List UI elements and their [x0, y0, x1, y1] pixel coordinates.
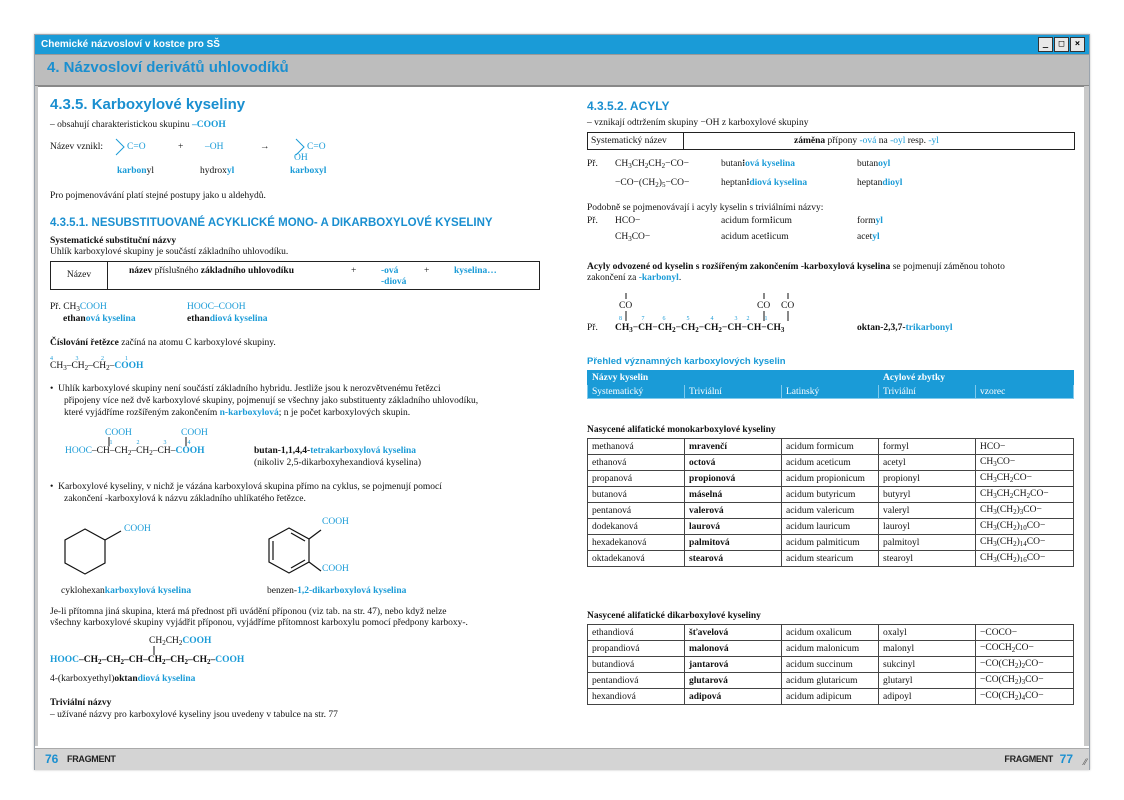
cell-sys: ethandiová: [588, 625, 685, 641]
acyl-r2-acid-b: diová kyselina: [749, 178, 808, 188]
bullet2-l1: Karboxylové kyseliny, v nichž je vázána karboxylová skupina přímo na cyklus, se pojmenují pomocí: [58, 482, 442, 492]
acyl-box-c: -ová: [859, 136, 877, 146]
oct-co-2: CO: [757, 301, 771, 311]
ex3-right: COOH: [175, 446, 205, 456]
origin-word-1a: karbon: [117, 166, 147, 176]
table-row: [588, 471, 1074, 487]
ov-c5: vzorec: [976, 385, 1074, 399]
acyl-r1-ch: CH: [615, 159, 629, 169]
di-table: [587, 624, 1074, 705]
box-ova: -ová: [381, 266, 399, 276]
acyl-t2-acid: acidum acet⁝icum: [721, 232, 789, 242]
ex4-top-ch: CH: [149, 636, 163, 646]
di-title: Nasycené alifatické dikarboxylové kyseliny: [587, 611, 761, 621]
cell-acyl: butyryl: [879, 487, 976, 503]
oct-name: [857, 322, 953, 334]
acyl-r2-acyl-a: heptan: [857, 178, 883, 188]
oct-pr: Př.: [587, 323, 598, 333]
cell-sys: pentanová: [588, 503, 685, 519]
brand-logo-left: FRAGMENT: [67, 754, 116, 764]
table-row: [588, 503, 1074, 519]
cell-triv: octová: [685, 455, 782, 471]
acyl-t2-acyl-a: acet: [857, 232, 873, 242]
acyl-t1-acyl-a: form: [857, 216, 876, 226]
ring2-cooh-1: COOH: [322, 517, 349, 527]
oct-numbers: 8 7 6 5 4 3 2 1: [619, 316, 768, 322]
ex4-top: $CH_2CH_2COOH$: [149, 636, 212, 647]
acyl-t2-ch: CH: [615, 232, 629, 242]
acyl-intro: – vznikají odtržením skupiny −OH z karboxylové skupiny: [587, 118, 809, 128]
acyl-r2-acid: heptan⁝diová kyselina: [721, 178, 808, 188]
cell-lat: acidum oxalicum: [782, 625, 879, 641]
cell-acyl: malonyl: [879, 641, 976, 657]
footer-bar: [35, 748, 1089, 770]
table-row: [588, 673, 1074, 689]
acyl-t2-acid-b: icum: [769, 232, 789, 242]
ext-line-2: [587, 272, 681, 284]
oct-name-a: oktan-2,3,7-: [857, 323, 906, 333]
acyl-r1-acyl-a: butan: [857, 159, 879, 169]
origin-plus: +: [178, 142, 184, 152]
cell-lat: acidum adipicum: [782, 689, 879, 705]
cell-sys: propandiová: [588, 641, 685, 657]
cell-formula: $-CO(CH_2)_2CO-$: [976, 657, 1074, 673]
acyl-t1-acyl-b: yl: [875, 216, 883, 226]
acyl-t2-acyl: [857, 231, 880, 243]
acyl-box-a: záměna: [794, 136, 826, 146]
acyl-box-rule: [794, 135, 939, 147]
ex1-name-a: ethan: [63, 314, 86, 324]
page-number-right: 77: [1059, 752, 1073, 766]
section-heading: 4.3.5. Karboxylové kyseliny: [50, 96, 246, 113]
chain-formula: $CH_3-CH_2-CH_2$–COOH: [50, 361, 144, 372]
ring2-name-b: 1,2-dikarboxylová kyselina: [297, 586, 407, 596]
origin-label: Název vznikl:: [50, 142, 104, 152]
ex1-formula: Př. $CH_3COOH$: [50, 302, 107, 313]
acyl-heading: 4.3.5.2. ACYLY: [587, 99, 670, 113]
cell-triv: mravenčí: [685, 439, 782, 455]
cell-formula: $CH_3CO-$: [976, 455, 1074, 471]
acyl-r1-acyl-b: oyl: [878, 159, 891, 169]
origin-arrow: →: [260, 142, 270, 152]
ex3-mid3: –CH–: [152, 446, 176, 456]
overview-header-table: [587, 370, 1074, 399]
cell-formula: $-COCH_2CO-$: [976, 641, 1074, 657]
acyl-t2-formula: $CH_3CO-$: [615, 232, 651, 243]
trivial-text: – užívané názvy pro karboxylové kyseliny jsou uvedeny v tabulce na str. 77: [50, 710, 338, 720]
ex3-cooh-2: COOH: [181, 428, 208, 438]
mono-title: Nasycené alifatické monokarboxylové kyseliny: [587, 425, 776, 435]
acyl-t1-acid-a: acidum form: [721, 216, 770, 226]
acyl-box-label: Systematický název: [588, 133, 684, 149]
origin-oh: –OH: [205, 142, 224, 152]
ex-pr: Př.: [50, 302, 61, 312]
bullet1-l2: připojeny více než dvě karboxylové skupiny, pojmenují se všechny jako substituenty základního uhlovodíku,: [64, 396, 479, 406]
ring1-cooh: COOH: [124, 524, 151, 534]
ex4-formula: HOOC–$CH_2-CH_2-CH-CH_2-CH_2-CH_2$–COOH: [50, 655, 245, 666]
chapter-title: 4. Názvosloví derivátů uhlovodíků: [47, 59, 289, 76]
cell-triv: stearová: [685, 551, 782, 567]
acyl-t1-acid: acidum form⁝icum: [721, 216, 792, 226]
ex2-formula: HOOC–COOH: [187, 302, 246, 312]
oct-formula: $CH_3-CH-CH_2-CH_2-CH_2-CH-CH-CH_3$: [615, 323, 785, 334]
cell-acyl: oxalyl: [879, 625, 976, 641]
cell-acyl: acetyl: [879, 455, 976, 471]
acyl-t1-formula: HCO−: [615, 216, 641, 226]
ov-c1: Systematický: [588, 385, 685, 399]
box-plus-1: +: [351, 266, 357, 276]
ext-l2c: .: [678, 273, 682, 283]
acyl-r1-formula: $CH_3CH_2CH_2-CO-$: [615, 159, 690, 170]
ex1-name-b: ová kyselina: [85, 314, 136, 324]
acyl-r2-acid-a: heptan: [721, 178, 747, 188]
acyl-r1-acid-b: ová kyselina: [745, 159, 796, 169]
ov-c2: Triviální: [685, 385, 782, 399]
acyl-r2-acyl-b: dioyl: [882, 178, 903, 188]
cell-formula: $CH_3(CH_2)_{10}CO-$: [976, 519, 1074, 535]
cell-triv: jantarová: [685, 657, 782, 673]
origin-oh-2: OH: [294, 153, 308, 163]
ext-l2a: zakončení za: [587, 273, 639, 283]
cell-formula: HCO−: [976, 439, 1074, 455]
table-row: [588, 657, 1074, 673]
numbering-title: Číslování řetězce: [50, 338, 119, 348]
table-row: [588, 455, 1074, 471]
oct-ch: CH: [615, 323, 630, 333]
cell-sys: butanová: [588, 487, 685, 503]
app-window: [34, 34, 1090, 770]
cell-triv: adipová: [685, 689, 782, 705]
table-row: [588, 439, 1074, 455]
acyl-r1-acid-a: butan: [721, 159, 743, 169]
cell-acyl: formyl: [879, 439, 976, 455]
table-row: [588, 487, 1074, 503]
chain-cooh: COOH: [114, 361, 144, 371]
ext-l1: Acyly odvozené od kyselin s rozšířeným zakončením -karboxylová kyselina: [587, 262, 891, 272]
cell-acyl: lauroyl: [879, 519, 976, 535]
cell-lat: acidum formicum: [782, 439, 879, 455]
ring1-name-a: cyklohexan: [61, 586, 105, 596]
box-diova: -diová: [381, 277, 407, 287]
origin-word-3: karboxyl: [290, 166, 327, 176]
box-acid: kyselina…: [454, 266, 497, 276]
close-button[interactable]: ×: [1070, 37, 1085, 52]
origin-co: C=O: [127, 142, 146, 152]
acyl-trivial-intro: Podobně se pojmenovávají i acyly kyselin s triviálními názvy:: [587, 203, 824, 213]
cell-formula: $CH_3CH_2CH_2CO-$: [976, 487, 1074, 503]
bullet-1: • Uhlík karboxylové skupiny není součástí základního hybridu. Jestliže jsou k nerozvětvenému řetězci připojeny více než dvě karboxylové skupiny, pojmenují se všechny jako substituenty základního uhlovodíku, které vyjádříme rozšířeným zakončením n-karboxylová; n je počet karboxylových skupin.: [50, 384, 479, 418]
acyl-t1-acyl: [857, 215, 883, 227]
ex1-ch: CH: [63, 302, 77, 312]
acyl-trivial-pr: Př.: [587, 216, 598, 226]
ex3-name-b: tetrakarboxylová kyselina: [310, 446, 417, 456]
cell-acyl: sukcinyl: [879, 657, 976, 673]
acyl-r1-acid: butan⁝ová kyselina: [721, 159, 796, 169]
oct-co-3: CO: [781, 301, 795, 311]
origin-word-1b: yl: [146, 166, 154, 176]
box-base: základního uhlovodíku: [200, 266, 294, 276]
acyl-r2-acyl: [857, 177, 902, 189]
ex2-name-b: diová kyselina: [209, 314, 268, 324]
chain-a: CH: [50, 361, 64, 371]
acyl-box-g: -yl: [928, 136, 939, 146]
page-number-left: 76: [45, 752, 59, 766]
acyl-box-d: na: [876, 136, 891, 146]
overview-title: Přehled významných karboxylových kyselin: [587, 356, 786, 367]
chain-numbers: 4 3 2 1: [50, 356, 128, 362]
cell-triv: glutarová: [685, 673, 782, 689]
intro-group: –COOH: [191, 120, 226, 130]
acyl-ex-pr: Př.: [587, 159, 598, 169]
ex3-mid: –CH–CH: [91, 446, 128, 456]
oct-name-b: trikarbonyl: [905, 323, 953, 333]
cell-lat: acidum propionicum: [782, 471, 879, 487]
bullet-2: • Karboxylové kyseliny, v nichž je vázána karboxylová skupina přímo na cyklus, se pojmenují pomocí zakončení -karboxylová k názvu základního uhlíkatého řetězce.: [50, 482, 442, 504]
intro-text: – obsahují charakteristickou skupinu: [50, 120, 192, 130]
ring2-cooh-2: COOH: [322, 564, 349, 574]
ex4-left: HOOC: [50, 655, 80, 665]
ring1-name-b: karboxylová kyselina: [104, 586, 192, 596]
table-row: [588, 535, 1074, 551]
cell-formula: $CH_3(CH_2)_{14}CO-$: [976, 535, 1074, 551]
cell-triv: laurová: [685, 519, 782, 535]
ex4-top-cooh: COOH: [182, 636, 212, 646]
cell-formula: $CH_3(CH_2)_3CO-$: [976, 503, 1074, 519]
ex3-mid2: –CH: [131, 446, 150, 456]
bullet1-l3b: n-karboxylová: [219, 408, 279, 418]
acyl-t2-acyl-b: yl: [872, 232, 880, 242]
ex4-name-a: 4-(karboxyethyl): [50, 674, 115, 684]
prio-l2: všechny karboxylové skupiny vyjádřit příponou, vyjádříme přítomnost karboxylu pomocí předpony karboxy-.: [50, 618, 468, 628]
ex1-cooh: COOH: [79, 302, 107, 312]
cell-sys: pentandiová: [588, 673, 685, 689]
ov-c4: Triviální: [879, 385, 976, 399]
chain-d: –: [109, 361, 115, 371]
cell-acyl: glutaryl: [879, 673, 976, 689]
acyl-box-e: -oyl: [890, 136, 906, 146]
bullet1-l3a: které vyjádříme rozšířeným zakončením: [64, 408, 220, 418]
ex3-name-a: butan-1,1,4,4-: [254, 446, 311, 456]
cell-sys: propanová: [588, 471, 685, 487]
sys-names-title: Systematické substituční názvy: [50, 236, 177, 246]
cell-sys: methanová: [588, 439, 685, 455]
box-label: Název: [51, 262, 108, 289]
acyl-name-box: [587, 132, 1075, 150]
numbering-text: začíná na atomu C karboxylové skupiny.: [118, 338, 276, 348]
ex4-name-c: diová kyselina: [137, 674, 196, 684]
same-rules-text: Pro pojmenovávání platí stejné postupy jako u aldehydů.: [50, 191, 266, 201]
ov-h2: Acylové zbytky: [879, 371, 1074, 385]
cell-lat: acidum butyricum: [782, 487, 879, 503]
cell-sys: ethanová: [588, 455, 685, 471]
acyl-t1-acid-b: icum: [772, 216, 792, 226]
bullet2-l2: zakončení -karboxylová k názvu základního uhlíkatého řetězce.: [64, 494, 306, 504]
cell-acyl: valeryl: [879, 503, 976, 519]
cell-formula: $-CO(CH_2)_3CO-$: [976, 673, 1074, 689]
cell-acyl: palmitoyl: [879, 535, 976, 551]
ex3-cooh-1: COOH: [105, 428, 132, 438]
ex4-right: COOH: [215, 655, 245, 665]
cell-formula: $-CO(CH_2)_4CO-$: [976, 689, 1074, 705]
cell-lat: acidum succinum: [782, 657, 879, 673]
cell-sys: butandiová: [588, 657, 685, 673]
cell-sys: hexandiová: [588, 689, 685, 705]
ex2-name-a: ethan: [187, 314, 210, 324]
acyl-t2-acid-a: acidum acet: [721, 232, 767, 242]
cell-formula: −COCO−: [976, 625, 1074, 641]
ex4-chain: –CH: [79, 655, 99, 665]
cell-sys: oktadekanová: [588, 551, 685, 567]
maximize-button[interactable]: □: [1054, 37, 1069, 52]
table-row: [588, 519, 1074, 535]
cell-lat: acidum malonicum: [782, 641, 879, 657]
ex4-name-b: oktan: [114, 674, 138, 684]
acyl-box-f: resp.: [905, 136, 929, 146]
cell-lat: acidum valericum: [782, 503, 879, 519]
cell-sys: hexadekanová: [588, 535, 685, 551]
cell-lat: acidum palmiticum: [782, 535, 879, 551]
chain-c: –CH: [88, 361, 107, 371]
bullet1-l3c: ; n je počet karboxylových skupin.: [278, 408, 411, 418]
table-row: [588, 551, 1074, 567]
cell-lat: acidum lauricum: [782, 519, 879, 535]
cell-sys: dodekanová: [588, 519, 685, 535]
sub-heading: 4.3.5.1. NESUBSTITUOVANÉ ACYKLICKÉ MONO- A DIKARBOXYLOVÉ KYSELINY: [50, 217, 493, 229]
origin-word-2a: hydrox: [200, 166, 227, 176]
cell-formula: $CH_3(CH_2)_{16}CO-$: [976, 551, 1074, 567]
box-plus-2: +: [424, 266, 430, 276]
table-row: [588, 689, 1074, 705]
ex3-alt: (nikoliv 2,5-dikarboxyhexandiová kyselina): [254, 458, 422, 468]
oct-co-1: CO: [619, 301, 633, 311]
box-name: název: [129, 266, 153, 276]
cell-triv: máselná: [685, 487, 782, 503]
box-mid: příslušného: [152, 266, 201, 276]
cell-lat: acidum aceticum: [782, 455, 879, 471]
brand-logo-right: FRAGMENT: [1004, 754, 1053, 764]
ex3-formula: HOOC–$CH-CH_2-CH_2-CH$–COOH: [65, 446, 205, 457]
table-row: [588, 641, 1074, 657]
cell-lat: acidum glutaricum: [782, 673, 879, 689]
origin-co-2: C=O: [307, 142, 326, 152]
acyl-r2-co: −CO−(CH: [615, 178, 656, 188]
ext-l2b: -karbonyl: [638, 273, 679, 283]
cell-acyl: propionyl: [879, 471, 976, 487]
resize-grip-icon[interactable]: ⁄⁄: [1083, 757, 1087, 767]
ex3-numbers: 1 2 3 4: [108, 440, 191, 446]
table-row: [588, 625, 1074, 641]
ring2-name-a: benzen-: [267, 586, 298, 596]
cell-triv: valerová: [685, 503, 782, 519]
cell-triv: šťavelová: [685, 625, 782, 641]
cell-acyl: stearoyl: [879, 551, 976, 567]
cell-triv: malonová: [685, 641, 782, 657]
acyl-r1-acyl: [857, 158, 890, 170]
cell-lat: acidum stearicum: [782, 551, 879, 567]
bullet1-l1: Uhlík karboxylové skupiny není součástí základního hybridu. Jestliže jsou k nerozvětvenému řetězci: [58, 384, 441, 394]
ov-h1: Názvy kyselin: [588, 371, 879, 385]
prio-l1: Je-li přítomna jiná skupina, která má přednost při uvádění příponou (viz tab. na str. 47), nebo když nelze: [50, 607, 447, 617]
mono-table: [587, 438, 1074, 567]
cell-acyl: adipoyl: [879, 689, 976, 705]
cell-triv: propionová: [685, 471, 782, 487]
right-page: [35, 35, 1089, 747]
ext-l1b: se pojmenují záměnou tohoto: [890, 262, 1005, 272]
minimize-button[interactable]: _: [1038, 37, 1053, 52]
acyl-r2-formula: $-CO-(CH_2)_5-CO-$: [615, 178, 690, 189]
acyl-box-b: přípony: [825, 136, 860, 146]
trivial-title: Triviální názvy: [50, 698, 112, 708]
chain-b: –CH: [66, 361, 85, 371]
ov-c3: Latinský: [782, 385, 879, 399]
sys-names-text: Uhlík karboxylové skupiny je součástí základního uhlovodíku.: [50, 247, 289, 257]
cell-triv: palmitová: [685, 535, 782, 551]
ex3-left: HOOC: [65, 446, 92, 456]
origin-word-2b: yl: [226, 166, 235, 176]
cell-formula: $CH_3CH_2CO-$: [976, 471, 1074, 487]
window-title: Chemické názvosloví v kostce pro SŠ: [41, 39, 220, 50]
